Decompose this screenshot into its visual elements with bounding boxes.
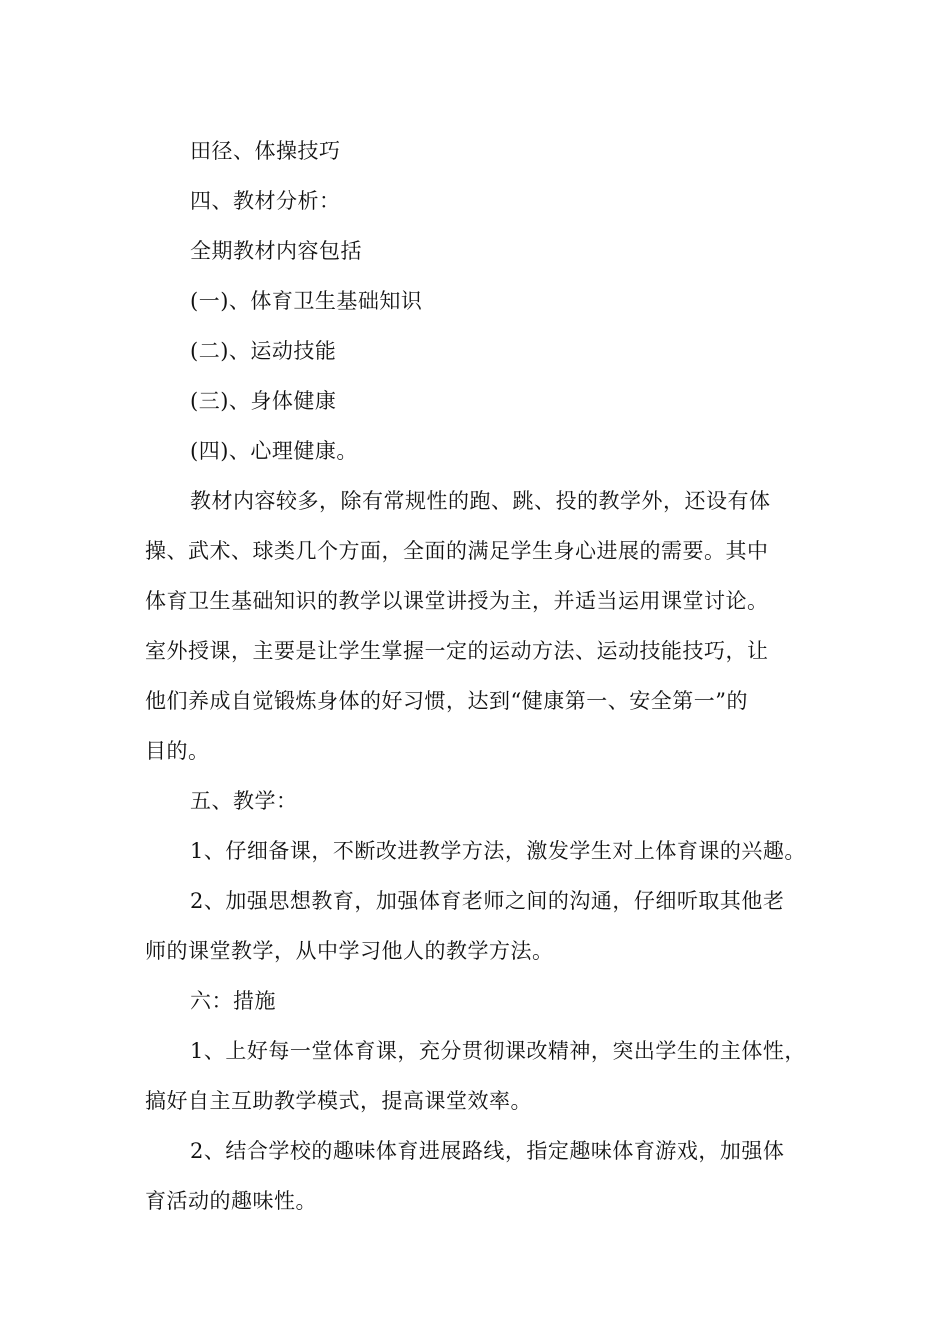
list-item-motor-skills: (二)、运动技能 [190,339,337,363]
paragraph-line: 体育卫生基础知识的教学以课堂讲授为主，并适当运用课堂讨论。 [145,589,769,613]
paragraph-line: 室外授课，主要是让学生掌握一定的运动方法、运动技能技巧，让 [145,639,769,663]
text-line-contents-intro: 全期教材内容包括 [190,239,362,263]
paragraph-line: 目的。 [145,739,210,763]
list-item-teaching-2: 2、加强思想教育，加强体育老师之间的沟通，仔细听取其他老 [190,889,785,913]
paragraph-line: 他们养成自觉锻炼身体的好习惯，达到“健康第一、安全第一”的 [145,689,748,713]
list-item-physical-health: (三)、身体健康 [190,389,337,413]
list-item-teaching-1: 1、仔细备课，不断改进教学方法，激发学生对上体育课的兴趣。 [190,839,806,863]
list-item-measures-1-cont: 搞好自主互助教学模式，提高课堂效率。 [145,1089,532,1113]
heading-material-analysis: 四、教材分析： [190,189,341,213]
list-item-teaching-2-cont: 师的课堂教学，从中学习他人的教学方法。 [145,939,554,963]
list-item-hygiene-knowledge: (一)、体育卫生基础知识 [190,289,423,313]
list-item-mental-health: (四)、心理健康。 [190,439,358,463]
heading-measures: 六：措施 [190,989,276,1013]
paragraph-line: 操、武术、球类几个方面，全面的满足学生身心进展的需要。其中 [145,539,769,563]
list-item-measures-1: 1、上好每一堂体育课，充分贯彻课改精神，突出学生的主体性， [190,1039,806,1063]
paragraph-line: 教材内容较多，除有常规性的跑、跳、投的教学外，还设有体 [190,489,771,513]
heading-teaching: 五、教学： [190,789,298,813]
list-item-measures-2-cont: 育活动的趣味性。 [145,1189,317,1213]
list-item-measures-2: 2、结合学校的趣味体育进展路线，指定趣味体育游戏，加强体 [190,1139,785,1163]
text-line-sports-skills: 田径、体操技巧 [190,139,341,163]
